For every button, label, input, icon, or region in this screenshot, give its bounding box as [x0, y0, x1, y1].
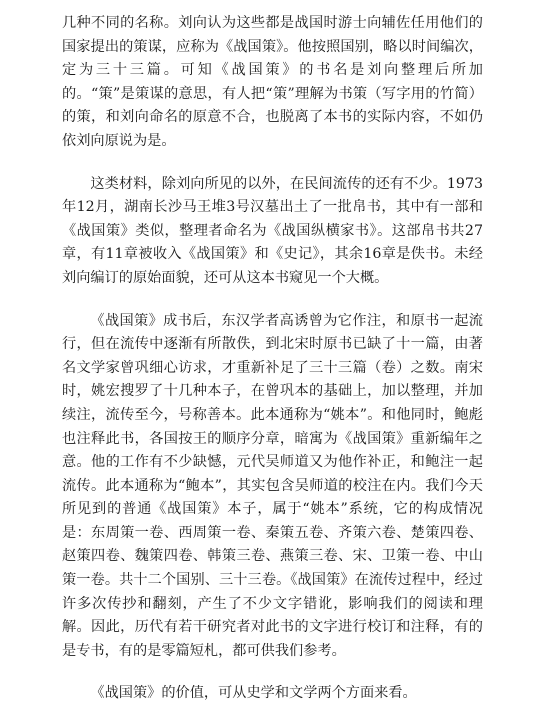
paragraph-continued: 几种不同的名称。刘向认为这些都是战国时游士向辅佐任用他们的国家提出的策谋，应称为《战国策》。他按照国别，略以时间编次，定为三十三篇。可知《战国策》的书名是刘向整理后所加的。“策”是策谋的意思，有人把“策”理解为书策（写字用的竹简）的策，和刘向命名的原意不合，也脱离了本书的实际内容，不如仍依刘向原说为是。 — [62, 15, 483, 149]
paragraph-silk-manuscript: 这类材料，除刘向所见的以外，在民间流传的还有不少。1973年12月，湖南长沙马王堆3号汉墓出土了一批帛书，其中有一部和《战国策》类似，整理者命名为《战国纵横家书》。这部帛书共27章，有11章被收入《战国策》和《史记》，其余16章是佚书。未经刘向编订的原始面貌，还可从这本书窥见一个大概。 — [62, 175, 483, 286]
paragraph-value: 《战国策》的价值，可从史学和文学两个方面来看。 — [90, 685, 417, 702]
paragraph-transmission-history: 《战国策》成书后，东汉学者高诱曾为它作注，和原书一起流行，但在流传中逐渐有所散佚，到北宋时原书已缺了十一篇，由著名文学家曾巩细心访求，才重新补足了三十三篇（卷）之数。南宋时，姚宏搜罗了十几种本子，在曾巩本的基础上，加以整理，并加续注，流传至今，号称善本。此本通称为“姚本”。和他同时，鲍彪也注释此书，各国按王的顺序分章，暗寓为《战国策》重新编年之意。他的工作有不少缺憾，元代吴师道又为他作补正，和鲍注一起流传。此本通称为“鲍本”，其实包含吴师道的校注在内。我们今天所见到的普通《战国策》本子，属于“姚本”系统，它的构成情况是：东周策一卷、西周策一卷、秦策五卷、齐策六卷、楚策四卷、赵策四卷、魏策四卷、韩策三卷、燕策三卷、宋、卫策一卷、中山策一卷。共十二个国别、三十三卷。《战国策》在流传过程中，经过许多次传抄和翻刻，产生了不少文字错讹，影响我们的阅读和理解。因此，历代有若干研究者对此书的文字进行校订和注释，有的是专书，有的是零篇短札，都可供我们参考。 — [62, 312, 483, 659]
